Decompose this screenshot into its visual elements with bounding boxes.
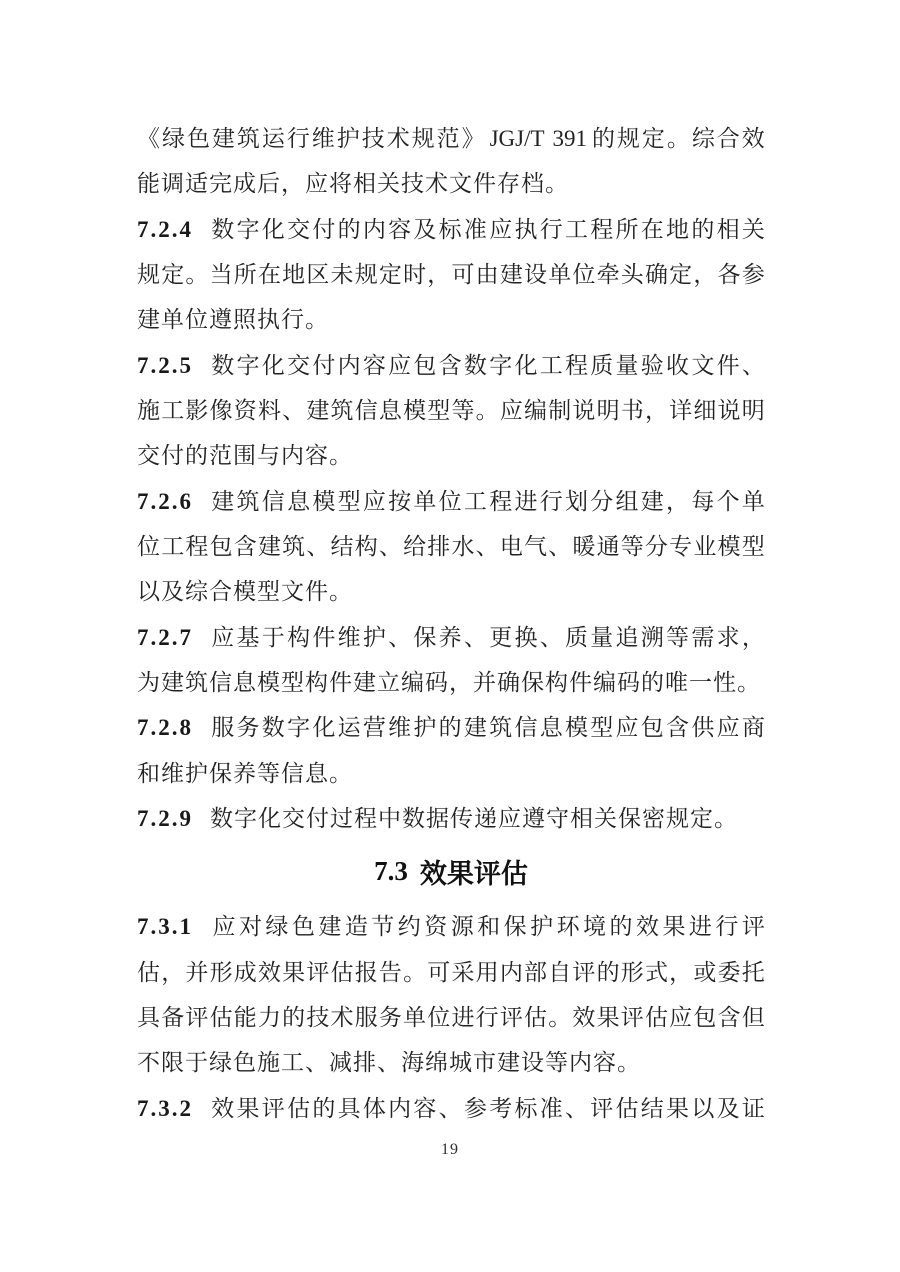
text-line: 估 ， 并 形 成 效 果 评 估 报 告 。 可 采 用 内 部 自 评 的 形 式 ， 或 委 托 bbox=[137, 959, 765, 985]
clause-number: 7.2.6 bbox=[137, 488, 193, 514]
clause-number: 7.2.4 bbox=[137, 216, 193, 242]
text-line: 《 绿 色 建 筑 运 行 维 护 技 术 规 范 》 JGJ/T 391 的 规 定 。 综 合 效 bbox=[137, 126, 765, 152]
text-line-clause-7-2-5: 7.2.5 数 字 化 交 付 内 容 应 包 含 数 字 化 工 程 质 量 验 收 文 件 、 bbox=[137, 352, 765, 378]
section-heading-number: 7.3 bbox=[374, 856, 408, 887]
section-heading bbox=[137, 849, 765, 894]
page-number: 19 bbox=[441, 1141, 459, 1158]
text-content bbox=[137, 116, 765, 1131]
clause-number: 7.3.2 bbox=[137, 1095, 193, 1121]
text-line: 不 限 于 绿 色 施 工 、 减 排 、 海 绵 城 市 建 设 等 内 容 。 bbox=[137, 1050, 640, 1076]
text-line-clause-7-2-9: 7.2.9 数 字 化 交 付 过 程 中 数 据 传 递 应 遵 守 相 关 保 密 规 定 。 bbox=[137, 806, 737, 832]
text-line-clause-7-2-7: 7.2.7 应 基 于 构 件 维 护 、 保 养 、 更 换 、 质 量 追 溯 等 需 求 ， bbox=[137, 624, 765, 650]
clause-number: 7.2.9 bbox=[137, 806, 193, 832]
text-line-clause-7-2-6: 7.2.6 建 筑 信 息 模 型 应 按 单 位 工 程 进 行 划 分 组 建 ， 每 个 单 bbox=[137, 488, 765, 514]
clause-number: 7.2.5 bbox=[137, 352, 193, 378]
text-line: 具 备 评 估 能 力 的 技 术 服 务 单 位 进 行 评 估 。 效 果 评 估 应 包 含 但 bbox=[137, 1005, 765, 1031]
text-line-clause-7-3-1: 7.3.1 应 对 绿 色 建 造 节 约 资 源 和 保 护 环 境 的 效 果 进 行 评 bbox=[137, 914, 765, 940]
section-heading-title: 效果评估 bbox=[419, 859, 528, 890]
text-line: 规 定 。 当 所 在 地 区 未 规 定 时 ， 可 由 建 设 单 位 牵 头 确 定 ， 各 参 bbox=[137, 262, 765, 288]
text-line-clause-7-3-2: 7.3.2 效 果 评 估 的 具 体 内 容 、 参 考 标 准 、 评 估 结 果 以 及 证 bbox=[137, 1095, 765, 1121]
text-line: 为 建 筑 信 息 模 型 构 件 建 立 编 码 ， 并 确 保 构 件 编 码 的 唯 一 性 。 bbox=[137, 670, 760, 696]
clause-number: 7.2.8 bbox=[137, 715, 193, 741]
text-line: 交 付 的 范 围 与 内 容 。 bbox=[137, 443, 352, 469]
text-line: 以 及 综 合 模 型 文 件 。 bbox=[137, 579, 352, 605]
clause-number: 7.3.1 bbox=[137, 914, 193, 940]
text-line: 施 工 影 像 资 料 、 建 筑 信 息 模 型 等 。 应 编 制 说 明 书 ， 详 细 说 明 bbox=[137, 398, 765, 424]
clause-number: 7.2.7 bbox=[137, 624, 193, 650]
text-line-clause-7-2-4: 7.2.4 数 字 化 交 付 的 内 容 及 标 准 应 执 行 工 程 所 在 地 的 相 关 bbox=[137, 216, 765, 242]
text-line: 位 工 程 包 含 建 筑 、 结 构 、 给 排 水 、 电 气 、 暖 通 等 分 专 业 模 型 bbox=[137, 534, 765, 560]
text-line: 能 调 适 完 成 后 ， 应 将 相 关 技 术 文 件 存 档 。 bbox=[137, 171, 568, 197]
text-line-clause-7-2-8: 7.2.8 服 务 数 字 化 运 营 维 护 的 建 筑 信 息 模 型 应 包 含 供 应 商 bbox=[137, 715, 765, 741]
text-line: 建 单 位 遵 照 执 行 。 bbox=[137, 307, 328, 333]
text-line: 和 维 护 保 养 等 信 息 。 bbox=[137, 760, 352, 786]
